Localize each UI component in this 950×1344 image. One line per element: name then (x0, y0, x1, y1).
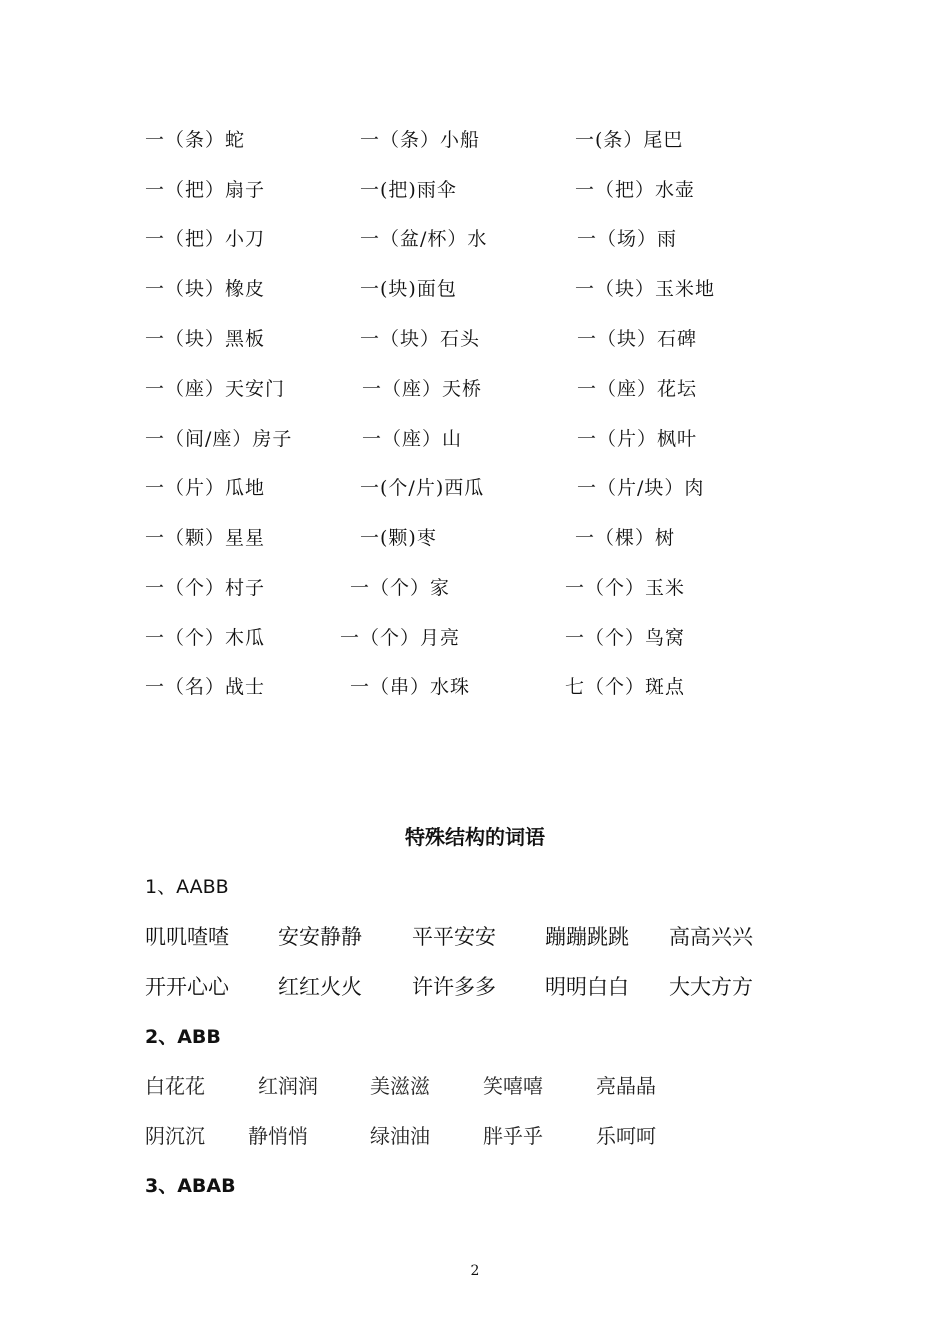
measure-word-row (0, 274, 950, 304)
measure-word: 一（个）玉米 (565, 577, 686, 599)
measure-word-row (0, 324, 950, 354)
section-label-abb: 2、ABB (145, 1026, 221, 1048)
word: 安安静静 (278, 925, 362, 949)
measure-word: 一（个）家 (350, 577, 451, 599)
word: 红润润 (258, 1074, 318, 1098)
word: 许许多多 (412, 975, 496, 999)
measure-word-row (0, 473, 950, 503)
measure-word: 一（块）黑板 (145, 328, 266, 350)
measure-word: 一（片/块）肉 (577, 477, 705, 499)
measure-word: 一（个）村子 (145, 577, 266, 599)
measure-word-row (0, 523, 950, 553)
measure-word: 一（把）水壶 (575, 179, 696, 201)
measure-word: 一（棵）树 (575, 527, 676, 549)
measure-word: 一(条）尾巴 (575, 129, 684, 151)
word-row (0, 922, 950, 952)
measure-word: 一(颗)枣 (360, 527, 437, 549)
word: 蹦蹦跳跳 (545, 925, 629, 949)
measure-word-row (0, 573, 950, 603)
word: 平平安安 (412, 925, 496, 949)
word-row (0, 1121, 950, 1151)
measure-word: 一（个）木瓜 (145, 627, 266, 649)
measure-word: 一（串）水珠 (350, 676, 471, 698)
word: 美滋滋 (370, 1074, 430, 1098)
measure-word: 一（块）玉米地 (575, 278, 716, 300)
measure-word: 一（盆/杯）水 (360, 228, 488, 250)
measure-word-row (0, 125, 950, 155)
measure-word-row (0, 224, 950, 254)
measure-word: 一（片）瓜地 (145, 477, 266, 499)
word: 阴沉沉 (145, 1124, 205, 1148)
measure-word: 一(把)雨伞 (360, 179, 457, 201)
measure-word: 一（名）战士 (145, 676, 266, 698)
word: 红红火火 (278, 975, 362, 999)
measure-word: 一（块）橡皮 (145, 278, 266, 300)
word: 明明白白 (545, 975, 629, 999)
measure-word: 一（条）蛇 (145, 129, 246, 151)
measure-word-row (0, 424, 950, 454)
word: 高高兴兴 (669, 925, 753, 949)
word-row (0, 1071, 950, 1101)
section-label-aabb: 1、AABB (145, 876, 229, 898)
measure-word: 一(块)面包 (360, 278, 457, 300)
word: 白花花 (145, 1074, 205, 1098)
measure-word: 一(个/片)西瓜 (360, 477, 485, 499)
measure-word: 一（颗）星星 (145, 527, 266, 549)
measure-word: 一（座）山 (362, 428, 463, 450)
measure-word: 一（把）扇子 (145, 179, 266, 201)
measure-word-row (0, 672, 950, 702)
word: 大大方方 (669, 975, 753, 999)
word: 开开心心 (145, 975, 229, 999)
measure-word: 一（把）小刀 (145, 228, 266, 250)
measure-word: 一（座）花坛 (577, 378, 698, 400)
page-number: 2 (470, 1263, 480, 1279)
word-row (0, 972, 950, 1002)
word: 乐呵呵 (596, 1124, 656, 1148)
measure-word: 一（座）天桥 (362, 378, 483, 400)
measure-word: 一（条）小船 (360, 129, 481, 151)
word: 绿油油 (370, 1124, 430, 1148)
measure-word: 一（个）月亮 (340, 627, 461, 649)
measure-word-row (0, 374, 950, 404)
measure-word: 一（场）雨 (577, 228, 678, 250)
measure-word-row (0, 175, 950, 205)
measure-word: 一（个）鸟窝 (565, 627, 686, 649)
measure-word: 一（间/座）房子 (145, 428, 293, 450)
measure-word: 七（个）斑点 (565, 676, 686, 698)
section-heading: 特殊结构的词语 (405, 825, 545, 849)
word: 叽叽喳喳 (145, 925, 229, 949)
measure-word: 一（片）枫叶 (577, 428, 698, 450)
word: 笑嘻嘻 (483, 1074, 543, 1098)
measure-word: 一（块）石碑 (577, 328, 698, 350)
measure-word: 一（座）天安门 (145, 378, 286, 400)
measure-word-row (0, 623, 950, 653)
word: 亮晶晶 (596, 1074, 656, 1098)
word: 静悄悄 (248, 1124, 308, 1148)
word: 胖乎乎 (483, 1124, 543, 1148)
measure-word: 一（块）石头 (360, 328, 481, 350)
section-label-abab: 3、ABAB (145, 1175, 236, 1197)
